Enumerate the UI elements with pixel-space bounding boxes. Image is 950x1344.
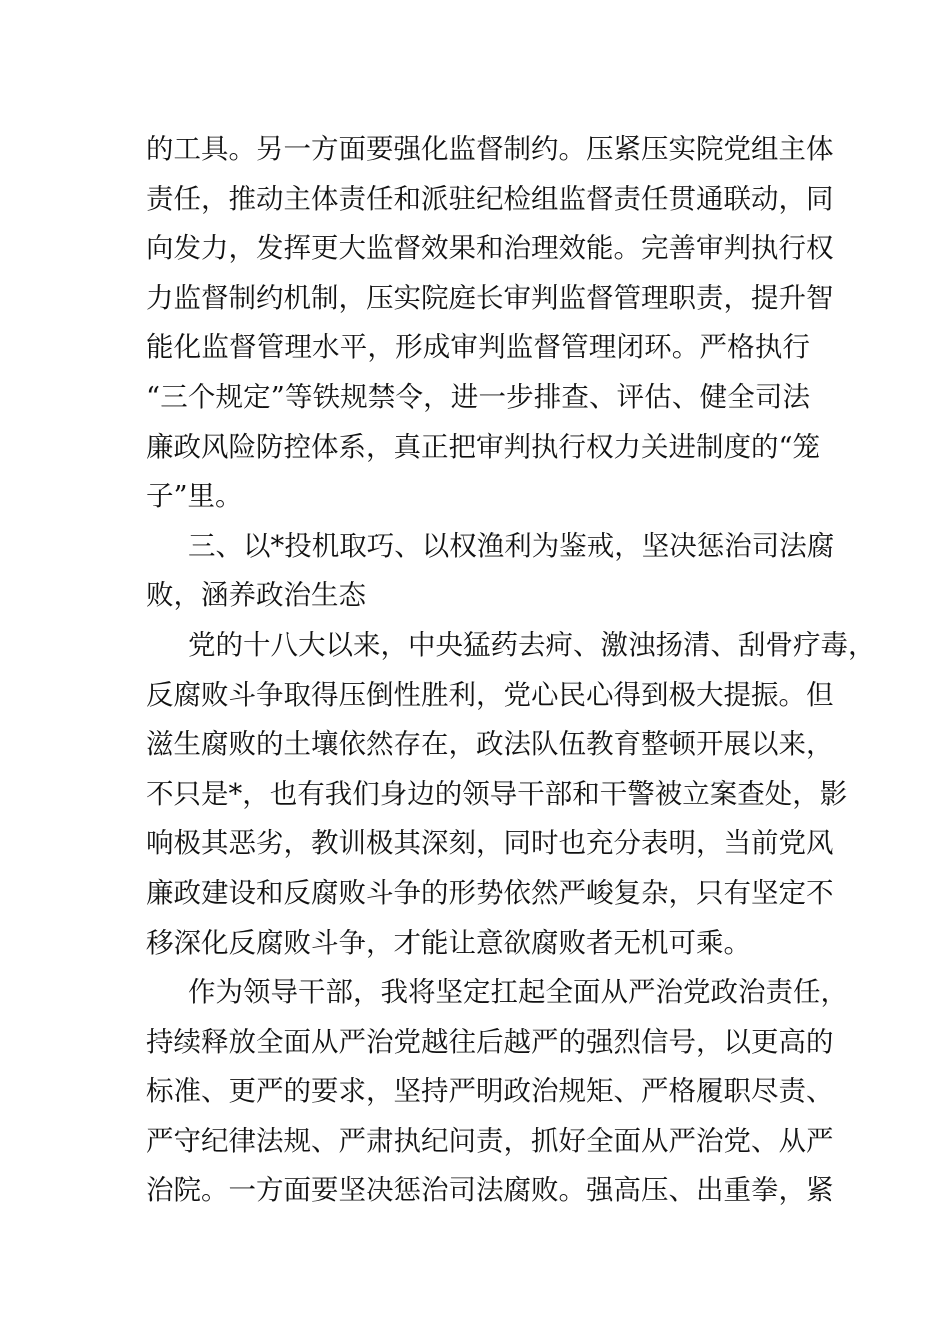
text-line: 标准、更严的要求，坚持严明政治规矩、严格履职尽责、 <box>146 1075 834 1108</box>
text-line: 严守纪律法规、严肃执纪问责，抓好全面从严治党、从严 <box>146 1124 834 1157</box>
text-line: 不只是*，也有我们身边的领导干部和干警被立案查处，影 <box>146 777 848 810</box>
body-text <box>146 125 876 1216</box>
text-line: 党的十八大以来，中央猛药去疴、激浊扬清、刮骨疗毒， <box>188 628 876 661</box>
text-line: 作为领导干部，我将坚定扛起全面从严治党政治责任， <box>188 976 848 1009</box>
text-line: 力监督制约机制，压实院庭长审判监督管理职责，提升智 <box>146 281 834 314</box>
text-line: 廉政风险防控体系，真正把审判执行权力关进制度的“笼 <box>146 430 821 463</box>
text-line: 治院。一方面要坚决惩治司法腐败。强高压、出重拳，紧 <box>146 1174 834 1207</box>
section-heading-line: 败，涵养政治生态 <box>146 579 366 612</box>
text-line: “三个规定”等铁规禁令，进一步排查、评估、健全司法 <box>146 380 810 413</box>
text-line: 责任，推动主体责任和派驻纪检组监督责任贯通联动，同 <box>146 182 834 215</box>
text-line: 能化监督管理水平，形成审判监督管理闭环。严格执行 <box>146 331 810 364</box>
text-line: 响极其恶劣，教训极其深刻，同时也充分表明，当前党风 <box>146 827 834 860</box>
text-line: 子”里。 <box>146 480 243 513</box>
text-line: 移深化反腐败斗争，才能让意欲腐败者无机可乘。 <box>146 926 751 959</box>
text-line: 廉政建设和反腐败斗争的形势依然严峻复杂，只有坚定不 <box>146 876 834 909</box>
text-line: 持续释放全面从严治党越往后越严的强烈信号，以更高的 <box>146 1025 834 1058</box>
section-heading-line: 三、以*投机取巧、以权渔利为鉴戒，坚决惩治司法腐 <box>188 529 835 562</box>
text-line: 的工具。另一方面要强化监督制约。压紧压实院党组主体 <box>146 133 834 165</box>
text-line: 滋生腐败的土壤依然存在，政法队伍教育整顿开展以来， <box>146 728 834 761</box>
text-line: 反腐败斗争取得压倒性胜利，党心民心得到极大提振。但 <box>146 678 834 711</box>
text-line: 向发力，发挥更大监督效果和治理效能。完善审判执行权 <box>146 232 834 265</box>
